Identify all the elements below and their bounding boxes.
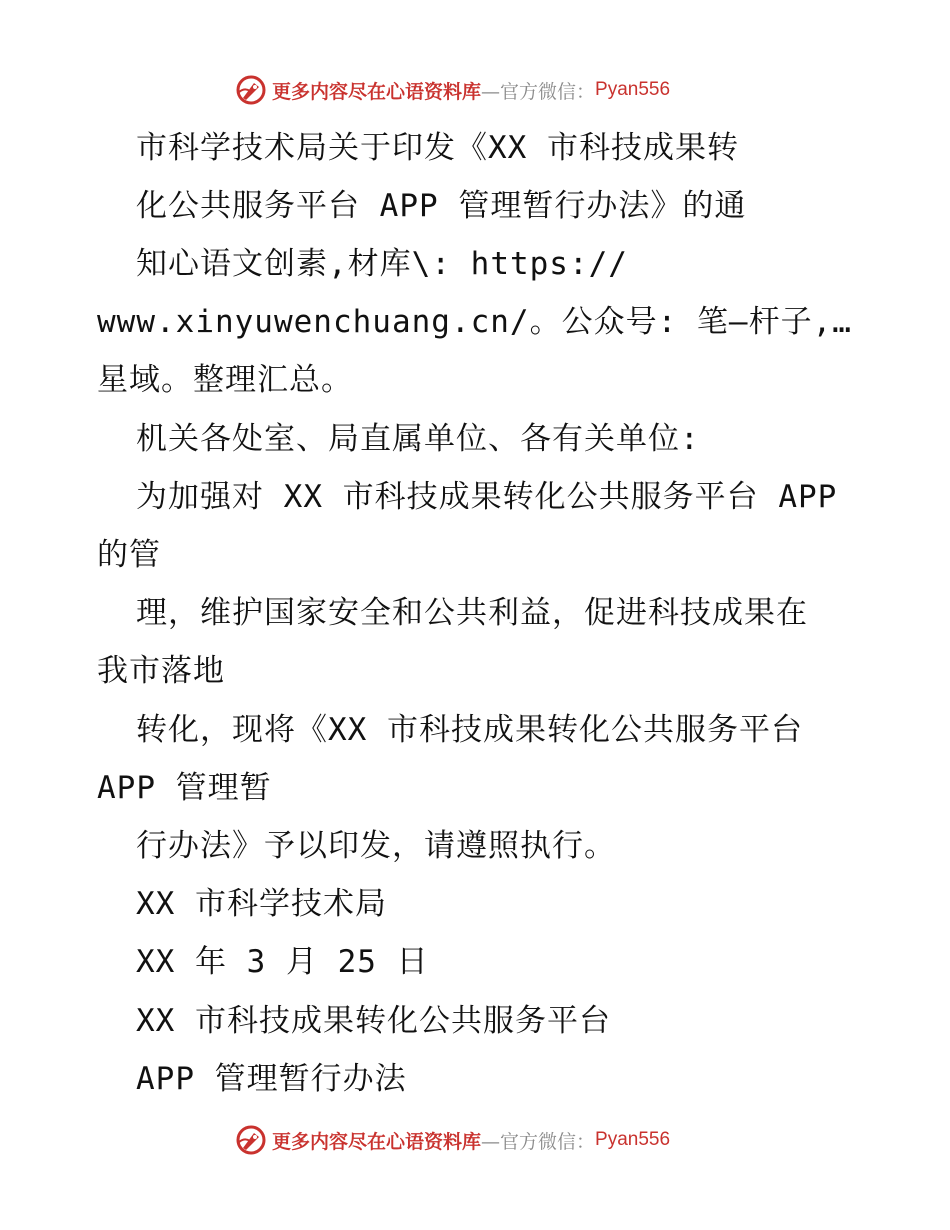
- doc-line: XX 市科技成果转化公共服务平台: [136, 1003, 611, 1039]
- banner-separator: —官方微信：: [481, 80, 596, 103]
- banner-content: [234, 70, 670, 110]
- doc-line: XX 市科学技术局: [136, 886, 387, 922]
- doc-line: 星域。整理汇总。: [97, 362, 353, 398]
- doc-line: 化公共服务平台 APP 管理暂行办法》的通: [136, 188, 747, 224]
- doc-line: 行办法》予以印发，请遵照执行。: [136, 828, 616, 864]
- banner-content: [234, 1120, 670, 1160]
- doc-line: APP 管理暂行办法: [136, 1061, 407, 1097]
- doc-line: www.xinyuwenchuang.cn/。公众号: 笔—杆子,…: [97, 304, 852, 340]
- doc-line: 的管: [97, 537, 161, 573]
- footer-banner: [0, 1120, 950, 1160]
- doc-line: 市科学技术局关于印发《XX 市科技成果转: [136, 130, 739, 166]
- doc-line: 知心语文创素,材库\: https://: [136, 246, 628, 282]
- banner-wechat-id: Pyan556: [595, 79, 671, 100]
- banner-title: 更多内容尽在心语资料库: [272, 1130, 482, 1153]
- doc-line: 为加强对 XX 市科技成果转化公共服务平台 APP: [136, 479, 838, 515]
- pen-nib-logo-icon: [234, 1123, 268, 1157]
- banner-wechat-id: Pyan556: [595, 1129, 671, 1150]
- header-banner: [0, 70, 950, 110]
- banner-title: 更多内容尽在心语资料库: [272, 80, 482, 103]
- pen-nib-logo-icon: [234, 73, 268, 107]
- doc-line: 我市落地: [97, 653, 225, 689]
- doc-line: XX 年 3 月 25 日: [136, 944, 429, 980]
- banner-separator: —官方微信：: [481, 1130, 596, 1153]
- doc-line: 转化，现将《XX 市科技成果转化公共服务平台: [136, 712, 803, 748]
- doc-line: APP 管理暂: [97, 770, 272, 806]
- doc-line: 机关各处室、局直属单位、各有关单位:: [136, 421, 700, 457]
- doc-line: 理，维护国家安全和公共利益，促进科技成果在: [136, 595, 808, 631]
